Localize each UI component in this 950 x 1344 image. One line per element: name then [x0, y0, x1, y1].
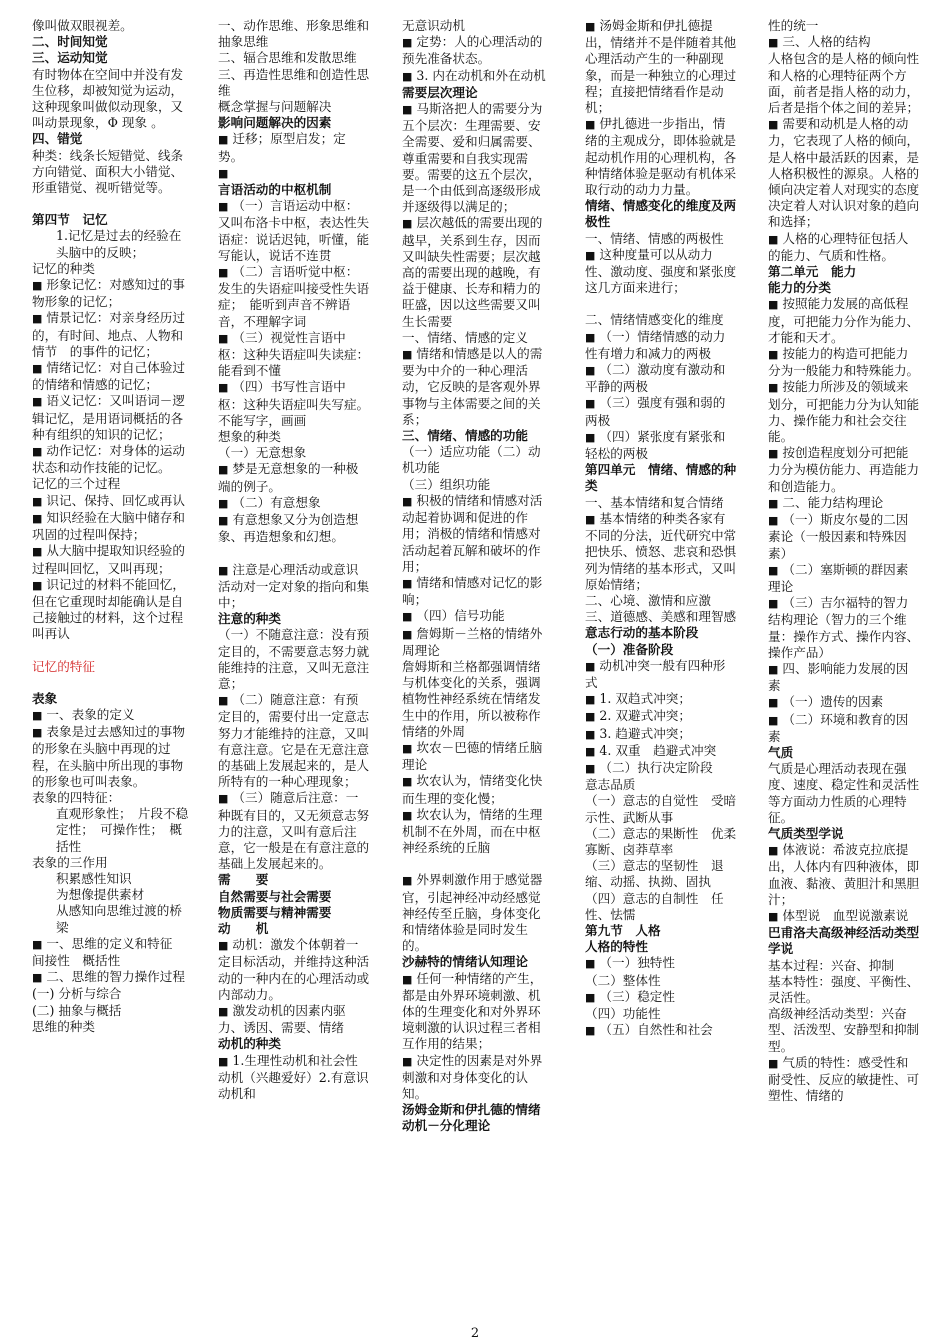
heading-line: （一）准备阶段 — [585, 641, 674, 657]
text-line — [402, 856, 552, 872]
bullet-line: ■ 注意是心理活动或意识活动对一定对象的指向和集中； — [218, 562, 370, 612]
heading-line: 人格的特性 — [585, 939, 648, 955]
bullet-line: ■ 决定性的因素是对外界刺激和对身体变化的认知。 — [402, 1053, 552, 1103]
bullet-line: ■ 动机：激发个体朝着一定目标活动，并维持这种活动的一种内在的心理活动或内部动力。 — [218, 937, 370, 1003]
text-line: 有时物体在空间中并没有发生位移，却被知觉为运动，这种现象叫做似动现象，又叫动景现象，Φ 现象 。 — [32, 66, 184, 131]
bullet-line: ■ 知识经验在大脑中储存和巩固的过程叫保持； — [32, 510, 190, 543]
text-line: 二、辐合思维和发散思维 — [218, 50, 357, 66]
bullet-line: ■ （一）情绪情感的动力性有增力和减力的两极 — [585, 329, 737, 362]
heading-line: 第二单元 能力 — [768, 264, 857, 280]
bullet-line: ■ 激发动机的因素内驱力、诱因、需要、情绪 — [218, 1003, 370, 1036]
bullet-line: ■ 1. 双趋式冲突； — [585, 691, 737, 708]
text-line: 意志品质 — [585, 777, 636, 793]
bullet-line: ■ 伊扎德进一步指出，情绪的主观成分，即体验就是起动机作用的心理机构，各种情绪体验是驱动有机体采取行动的动力力量。 — [585, 116, 737, 198]
text-line: 高级神经活动类型：兴奋型、活泼型、安静型和抑制型。 — [768, 1006, 920, 1054]
bullet-line: ■ 3. 内在动机和外在动机 — [402, 68, 552, 85]
bullet-line: ■ 1.生理性动机和社会性动机（兴趣爱好）2.有意识动机和 — [218, 1053, 370, 1103]
text-line: 性的统一 — [768, 18, 819, 33]
bullet-line: ■ 詹姆斯－兰格的情绪外周理论 — [402, 626, 552, 659]
bullet-line: ■ 情景记忆：对亲身经历过的，有时间、地点、人物和情节 的事件的记忆； — [32, 310, 190, 360]
bullet-line: ■ 任何一种情绪的产生，都是由外界环境刺激、机体的生理变化和对外界环境刺激的认识过程三者相互作用的结果； — [402, 971, 552, 1053]
heading-line: 需要层次理论 — [402, 84, 478, 100]
text-line: （三）组织功能 — [402, 476, 491, 492]
bullet-line: ■ 按能力所涉及的领域来划分，可把能力分为认知能力、操作能力和社会交往能。 — [768, 379, 920, 445]
text-line: 三、道德感、美感和理智感 — [585, 609, 737, 625]
heading-line: 巴甫洛夫高级神经活动类型学说 — [768, 925, 920, 957]
bullet-line: ■ 3. 趋避式冲突； — [585, 726, 737, 743]
text-line: (一) 分析与综合 — [32, 986, 122, 1002]
text-line — [32, 196, 190, 212]
bullet-line: ■ 动机冲突一般有四种形式 — [585, 658, 737, 691]
heading-line: 动机的种类 — [218, 1036, 281, 1052]
heading-line: 注意的种类 — [218, 611, 281, 627]
bullet-line: ■ （二）塞斯顿的群因素理论 — [768, 562, 920, 595]
bullet-line: ■ 按照能力发展的高低程度，可把能力分作为能力、才能和天才。 — [768, 296, 920, 346]
heading-line: 意志行动的基本阶段 — [585, 625, 699, 641]
heading-line: 三、运动知觉 — [32, 50, 108, 66]
text-line: 无意识动机 — [402, 18, 465, 33]
heading-line: 情绪、情感变化的维度及两极性 — [585, 198, 737, 230]
heading-line: 汤姆金斯和伊扎德的情绪动机－分化理论 — [402, 1102, 541, 1134]
text-column-5 — [768, 18, 920, 1323]
heading-line: 沙赫特的情绪认知理论 — [402, 954, 528, 970]
bullet-line: ■ 一、表象的定义 — [32, 707, 190, 724]
text-line: 1.记忆是过去的经验在头脑中的反映； — [56, 228, 182, 260]
text-line: 基本特性：强度、平衡性、灵活性。 — [768, 973, 920, 1005]
text-line: 从感知向思维过渡的桥梁 — [56, 903, 182, 935]
text-line: 表象的三作用 — [32, 854, 108, 870]
bullet-line: ■ 外界刺激作用于感觉器官，引起神经冲动经感觉神经传至丘脑，身体变化和情绪体验是同时发生的。 — [402, 872, 552, 954]
heading-line: 三、情绪、情感的功能 — [402, 428, 528, 444]
bullet-line: ■ 4. 双重 趋避式冲突 — [585, 743, 737, 760]
text-line: 人格包含的是人格的倾向性和人格的心理特征两个方面，前者是指人格的动力，后者是指个体之间的差异； — [768, 51, 920, 116]
text-line: 积累感性知识 — [56, 870, 132, 886]
heading-line: 四、错觉 — [32, 131, 83, 147]
bullet-line: ■ （三）随意后注意：一种既有目的，又无须意志努力的注意，又叫有意后注意，它一般是在有意注意的基础上发展起来的。 — [218, 790, 370, 872]
heading-line: 需 要 — [218, 872, 269, 888]
text-line: （一）适应功能（二）动机功能 — [402, 444, 541, 476]
bullet-line: ■ 语义记忆：又叫语词－逻辑记忆，是用语词概括的各种有组织的知识的记忆； — [32, 393, 190, 443]
text-line — [585, 296, 737, 312]
bullet-line: ■ 识记过的材料不能回忆，但在它重现时却能确认是自己接触过的材料，这个过程叫再认 — [32, 577, 190, 643]
bullet-line: ■ 四、影响能力发展的因素 — [768, 661, 920, 694]
text-line: 二、情绪情感变化的维度 — [585, 312, 724, 328]
text-line: 直观形象性； 片段不稳定性； 可操作性； 概括性 — [56, 806, 189, 854]
bullet-line: ■ 梦是无意想象的一种极端的例子。 — [218, 461, 370, 494]
bullet-line: ■ 从大脑中提取知识经验的过程叫回忆，又叫再现； — [32, 543, 190, 576]
bullet-line: ■ （二）随意注意：有预定目的，需要付出一定意志努力才能维持的注意，又叫有意注意。它是在无意注意的基础上发展起来的，是人所特有的一种心理现象； — [218, 692, 370, 790]
text-line: 思维的种类 — [32, 1018, 95, 1034]
heading-line: 物质需要与精神需要 — [218, 904, 332, 920]
bullet-line: ■ 体液说：希波克拉底提出，人体内有四种液体，即血液、黏液、黄胆汁和黑胆汁； — [768, 842, 920, 908]
bullet-line: ■ 基本情绪的种类各家有不同的分法，近代研究中常把快乐、愤怒、悲哀和恐惧列为情绪的基本形式，又叫原始情绪； — [585, 511, 737, 593]
bullet-line: ■ 二、思维的智力操作过程 — [32, 969, 190, 986]
text-line: 记忆的特征 — [32, 658, 95, 674]
text-line: （三）意志的坚韧性 退缩、动摇、执拗、固执 — [585, 858, 724, 890]
bullet-line: ■ （一）言语运动中枢：又叫布洛卡中枢，表达性失语症：说话迟钝，听懂，能写能认，说话不连贯 — [218, 198, 370, 264]
bullet-line: ■ 积极的情绪和情感对活动起着协调和促进的作用；消极的情绪和情感对活动起着瓦解和破坏的作用； — [402, 493, 552, 575]
text-line: （四）意志的自制性 任性、怯懦 — [585, 890, 724, 922]
text-line: 一、基本情绪和复合情绪 — [585, 494, 724, 510]
bullet-line: ■ （四）书写性言语中枢：这种失语症叫失写症。不能写字，画画 — [218, 379, 370, 429]
text-line: （四）功能性 — [585, 1005, 661, 1021]
text-line — [32, 675, 190, 691]
text-line: 气质是心理活动表现在强度、速度、稳定性和灵活性等方面动力性质的心理特征。 — [768, 761, 920, 825]
heading-line: 动 机 — [218, 920, 269, 936]
text-line: 记忆的三个过程 — [32, 476, 121, 492]
bullet-line: ■ 马斯洛把人的需要分为五个层次：生理需要、安全需要、爱和归属需要、尊重需要和自我实现需要。需要的这五个层次，是一个由低到高逐级形成并逐级得以满足的； — [402, 101, 552, 215]
text-column-3 — [402, 18, 552, 1323]
bullet-line: ■ （一）遗传的因素 — [768, 694, 920, 711]
heading-line: 二、时间知觉 — [32, 34, 108, 50]
bullet-line: ■ （三）吉尔福特的智力结构理论（智力的三个维量：操作方式、操作内容、操作产品） — [768, 595, 920, 661]
heading-line: 第四节 记忆 — [32, 212, 108, 228]
text-line: 詹姆斯和兰格都强调情绪与机体变化的关系，强调植物性神经系统在情绪发生中的作用，所以被称作情绪的外周 — [402, 658, 541, 739]
text-line — [32, 643, 190, 659]
heading-line: 自然需要与社会需要 — [218, 888, 332, 904]
bullet-line: ■ 按能力的构造可把能力分为一般能力和特殊能力。 — [768, 346, 920, 379]
text-line: （一）无意想象 — [218, 445, 307, 461]
bullet-line: ■ （四）紧张度有紧张和轻松的两极 — [585, 429, 737, 462]
bullet-line: ■ （二）环境和教育的因素 — [768, 712, 920, 745]
bullet-line: ■ 有意想象又分为创造想象、再造想象和幻想。 — [218, 512, 370, 545]
text-line: 记忆的种类 — [32, 260, 95, 276]
heading-line: 第四单元 情绪、情感的种类 — [585, 462, 737, 494]
bullet-line: ■ 坎农认为，情绪变化快而生理的变化慢； — [402, 773, 552, 806]
bullet-line: ■ 需要和动机是人格的动力，它表现了人格的倾向，是人格中最活跃的因素，是人格积极性的源泉。人格的倾向决定着人对现实的态度决定着人对认识对象的趋向和选择； — [768, 116, 920, 230]
bullet-line: ■ 这种度量可以从动力性、激动度、强度和紧张度这几方面来进行； — [585, 247, 737, 297]
bullet-line: ■ （三）强度有强和弱的两极 — [585, 395, 737, 428]
heading-line: 表象 — [32, 690, 58, 706]
bullet-line: ■ 二、能力结构理论 — [768, 495, 920, 512]
bullet-line: ■ （三）稳定性 — [585, 989, 737, 1006]
text-line: （一）意志的自觉性 受暗示性、武断从事 — [585, 793, 737, 825]
bullet-line: ■ 三、人格的结构 — [768, 34, 920, 51]
text-line: 一、动作思维、形象思维和抽象思维 — [218, 18, 370, 50]
text-line: 为想像提供素材 — [56, 887, 145, 903]
bullet-line: ■ 坎农认为，情绪的生理机制不在外周，而在中枢神经系统的丘脑 — [402, 807, 552, 857]
bullet-line: ■ 汤姆金斯和伊扎德提出，情绪并不是伴随着其他心理活动产生的一种副现象，而是一种独立的心理过程；直接把情绪看作是动机； — [585, 18, 737, 116]
bullet-line: ■ 定势：人的心理活动的预先准备状态。 — [402, 34, 552, 67]
text-line: 像叫做双眼视差。 — [32, 18, 133, 33]
bullet-line: ■ （二）执行决定阶段 — [585, 760, 737, 777]
text-line: 二、心境、激情和应激 — [585, 592, 711, 608]
bullet-line: ■ 体型说 血型说激素说 — [768, 908, 920, 925]
bullet-line: ■ （一）斯皮尔曼的二因素论（一般因素和特殊因素） — [768, 512, 920, 562]
text-line: 概念掌握与问题解决 — [218, 99, 332, 115]
text-column-1 — [32, 18, 190, 1323]
text-line — [218, 546, 370, 562]
bullet-line: ■ 迁移；原型启发；定势。 — [218, 131, 370, 164]
bullet-line: ■ 情绪记忆：对自己体验过的情绪和情感的记忆； — [32, 360, 190, 393]
heading-line: 气质 — [768, 744, 794, 760]
bullet-line: ■ 2. 双避式冲突； — [585, 708, 737, 725]
bullet-line: ■ （三）视觉性言语中枢：这种失语症叫失读症：能看到不懂 — [218, 330, 370, 380]
text-column-4 — [585, 18, 737, 1323]
bullet-line: ■ 按创造程度划分可把能力分为模仿能力、再造能力和创造能力。 — [768, 445, 920, 495]
heading-line: 气质类型学说 — [768, 825, 844, 841]
bullet-line: ■ 层次越低的需要出现的越早，关系到生存，因而又叫缺失性需要；层次越高的需要出现的越晚，有益于健康、长寿和精力的旺盛，因以这些需要又叫生长需要 — [402, 215, 552, 329]
bullet-line: ■ 动作记忆：对身体的运动状态和动作技能的记忆。 — [32, 443, 190, 476]
bullet-line: ■ （一）独特性 — [585, 955, 737, 972]
text-line: 想象的种类 — [218, 429, 281, 445]
bullet-line: ■ 表象是过去感知过的事物的形象在头脑中再现的过程，在头脑中所出现的事物的形象也可叫表象。 — [32, 724, 190, 790]
text-line: 表象的四特征： — [32, 789, 121, 805]
bullet-line: ■ （二）言语听觉中枢：发生的失语症叫接受性失语症； 能听到声音不辨语音，不理解字词 — [218, 264, 370, 330]
bullet-line: ■ 人格的心理特征包括人的能力、气质和性格。 — [768, 231, 920, 264]
bullet-line: ■ （二）有意想象 — [218, 495, 370, 512]
bullet-line: ■ 识记、保持、回忆或再认 — [32, 493, 190, 510]
bullet-line — [218, 165, 370, 182]
text-line: 一、情绪、情感的两极性 — [585, 230, 724, 246]
text-line: 种类：线条长短错觉、线条方向错觉、面积大小错觉、形重错觉、视听错觉等。 — [32, 147, 184, 196]
heading-line: 影响问题解决的因素 — [218, 115, 332, 131]
text-line: 一、情绪、情感的定义 — [402, 329, 528, 345]
bullet-line: ■ 情绪和情感是以人的需要为中介的一种心理活动，它反映的是客观外界事物与主体需要之间的关系； — [402, 346, 552, 428]
bullet-line: ■ 形象记忆：对感知过的事物形象的记忆； — [32, 277, 190, 310]
text-line: 基本过程：兴奋、抑制 — [768, 957, 894, 973]
bullet-line: ■ （四）信号功能 — [402, 608, 552, 625]
bullet-line: ■ 气质的特性：感受性和耐受性、反应的敏捷性、可塑性、情绪的 — [768, 1055, 920, 1105]
text-line: （二）意志的果断性 优柔寡断、卤莽草率 — [585, 825, 737, 857]
bullet-line: ■ 坎农－巴德的情绪丘脑理论 — [402, 740, 552, 773]
bullet-line: ■ （五）自然性和社会 — [585, 1022, 737, 1039]
text-line: 三、再造性思维和创造性思维 — [218, 66, 370, 98]
text-line: (二) 抽象与概括 — [32, 1002, 122, 1018]
text-line: （二）整体性 — [585, 972, 661, 988]
heading-line: 言语活动的中枢机制 — [218, 182, 332, 198]
text-column-2 — [218, 18, 370, 1323]
bullet-line: ■ 一、思维的定义和特征 间接性 概括性 — [32, 936, 190, 969]
bullet-line: ■ （二）激动度有激动和平静的两极 — [585, 362, 737, 395]
bullet-line: ■ 情绪和情感对记忆的影响； — [402, 575, 552, 608]
heading-line: 第九节 人格 — [585, 922, 661, 938]
text-line: （一）不随意注意：没有预定目的，不需要意志努力就能维持的注意，又叫无意注意； — [218, 627, 370, 691]
heading-line: 能力的分类 — [768, 280, 831, 296]
page-number: 2 — [470, 1326, 480, 1341]
